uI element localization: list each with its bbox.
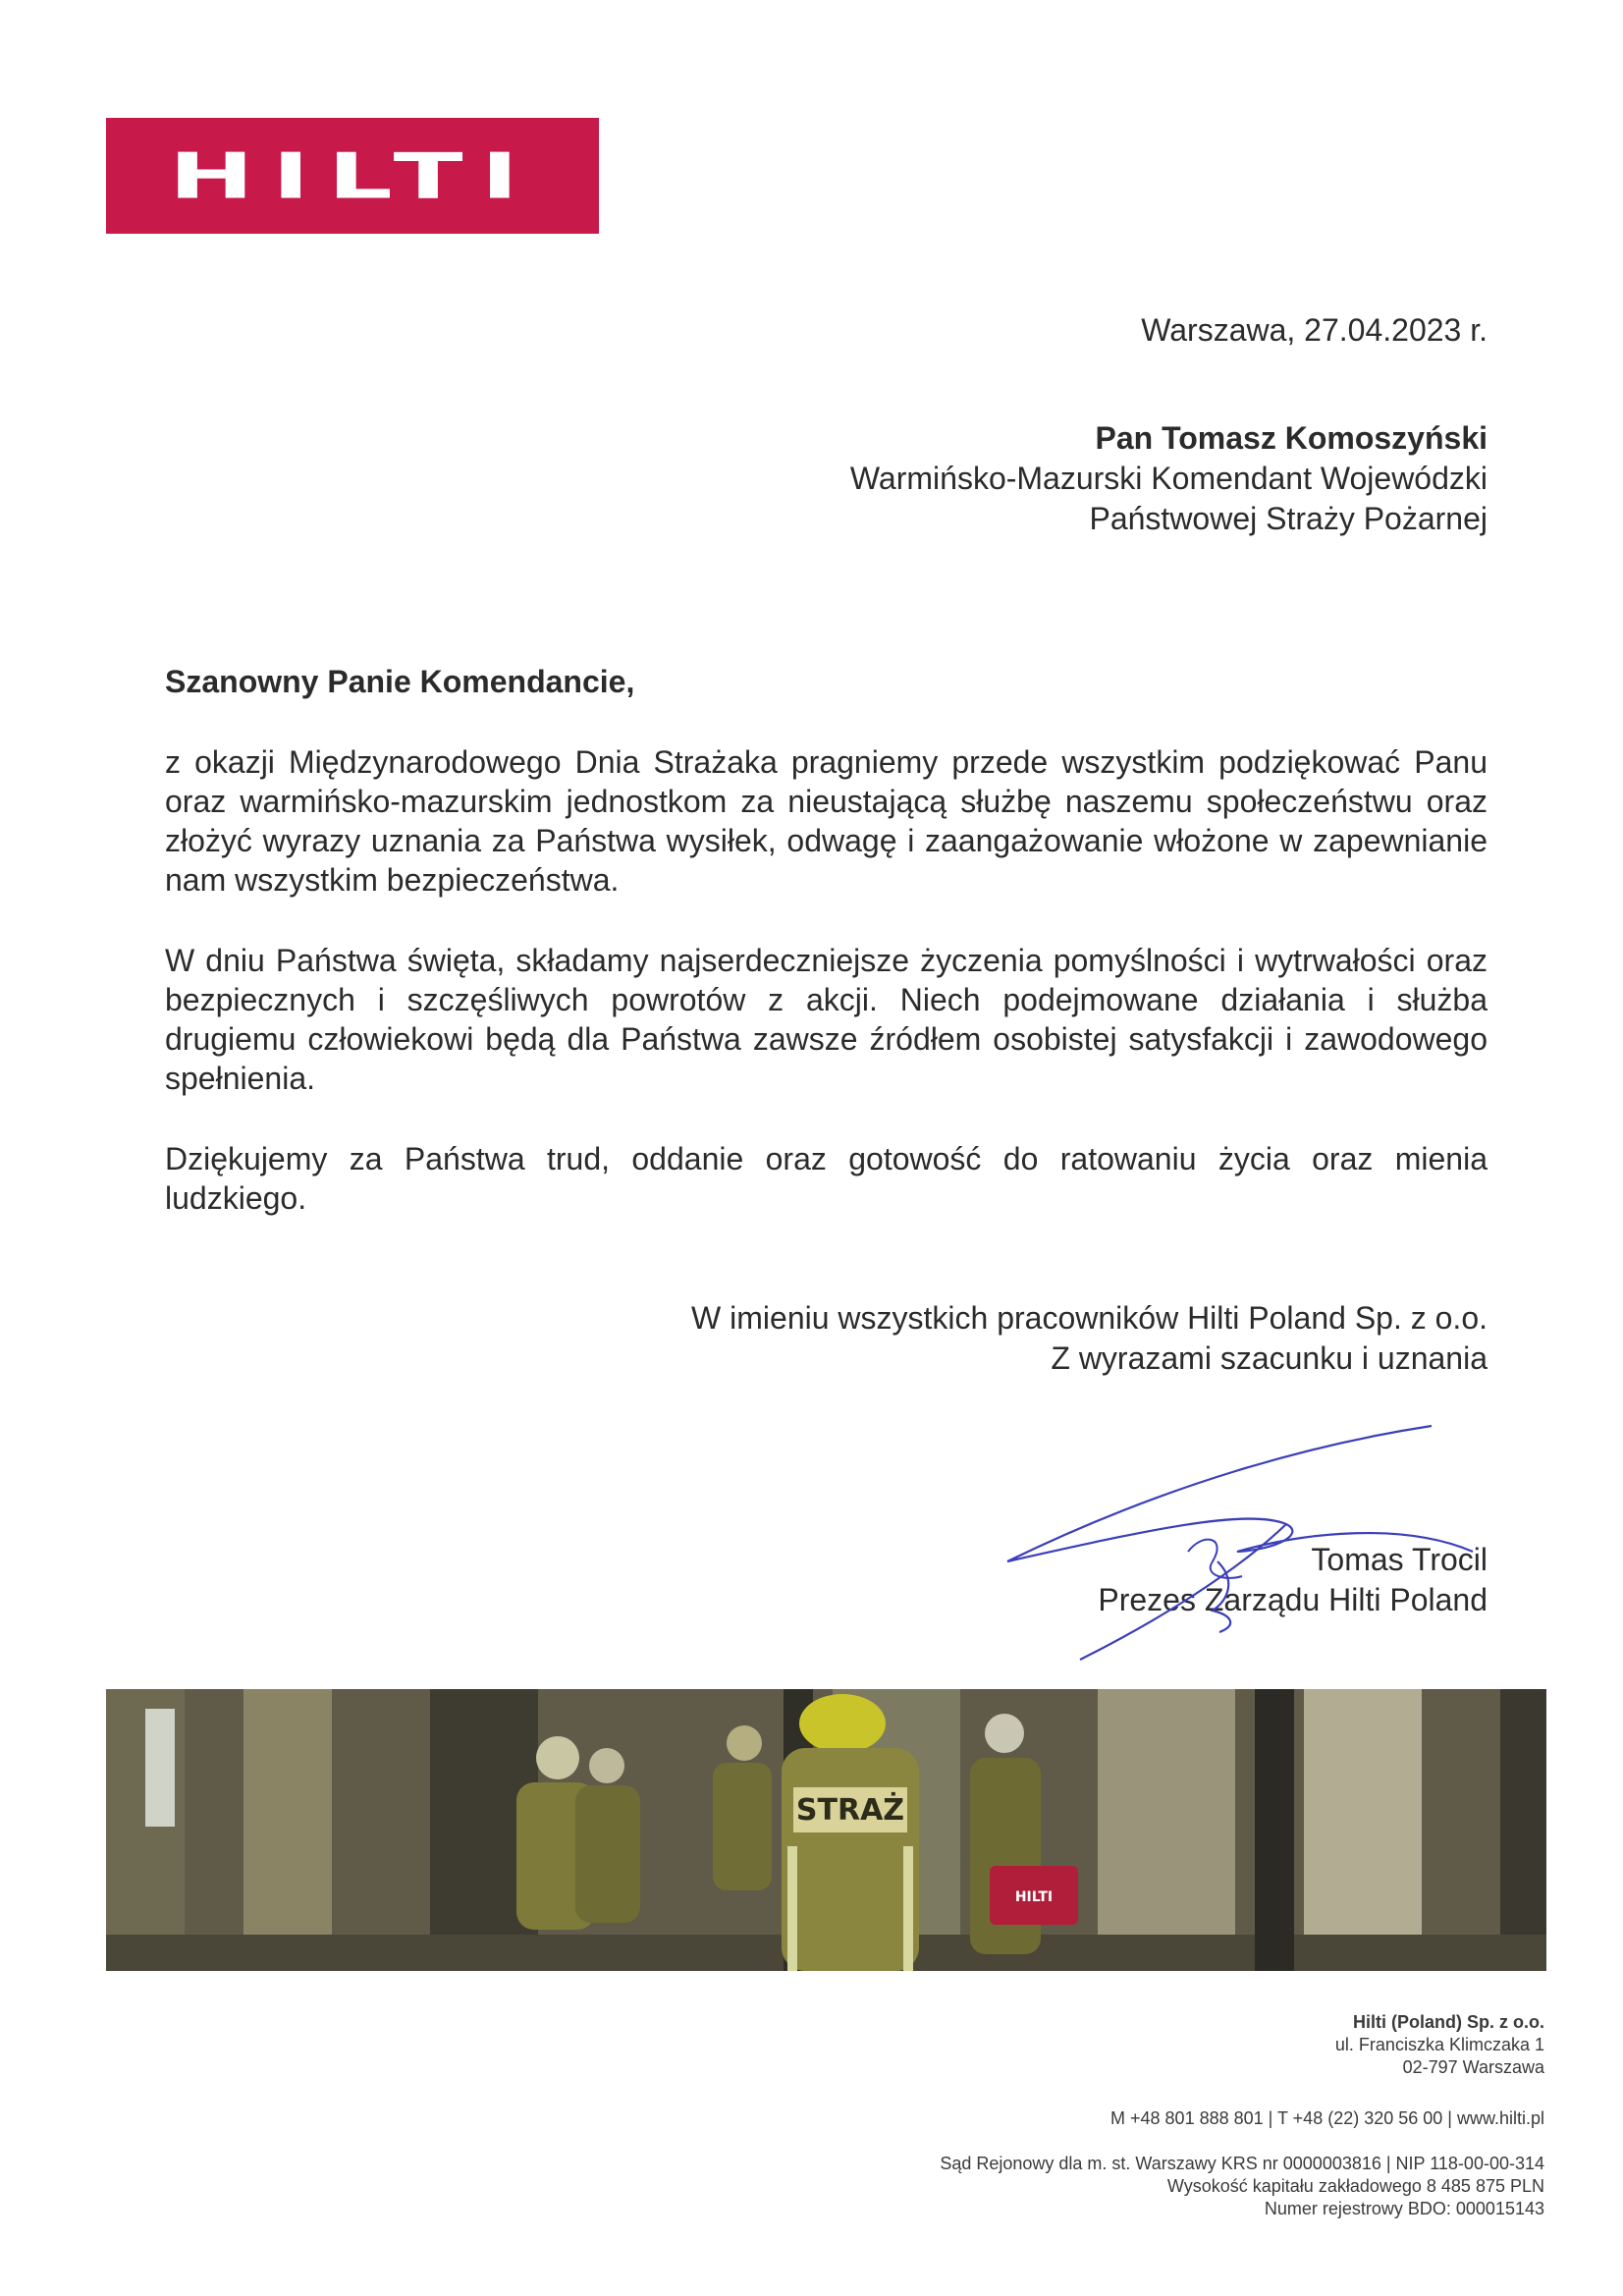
company-city: 02-797 Warszawa — [1402, 2057, 1544, 2077]
firefighters-photo — [106, 1689, 1546, 1971]
recipient-title-2: Państwowej Straży Pożarnej — [1089, 501, 1488, 536]
signer-name: Tomas Trocil — [1311, 1542, 1488, 1577]
closing-line-1: W imieniu wszystkich pracowników Hilti Poland Sp. z o.o. — [691, 1300, 1488, 1336]
paragraph-2: W dniu Państwa święta, składamy najserdeczniejsze życzenia pomyślności i wytrwałości oraz bezpiecznych i szczęśliwych powrotów z akcji. Niech podejmowane działania i służba drugiemu człowiekowi będą dla Państwa zawsze źródłem osobistej satysfakcji i zawodowego spełnienia. — [165, 943, 1488, 1096]
signer-role: Prezes Zarządu Hilti Poland — [1098, 1582, 1488, 1617]
vest-label: STRAŻ — [795, 1793, 905, 1828]
recipient-block — [850, 418, 1488, 539]
recipient-title-1: Warmińsko-Mazurski Komendant Wojewódzki — [849, 461, 1488, 496]
contact-line: M +48 801 888 801 | T +48 (22) 320 56 00 | www.hilti.pl — [1110, 2108, 1544, 2128]
closing-line-2: Z wyrazami szacunku i uznania — [1051, 1340, 1488, 1376]
legal-line-1: Sąd Rejonowy dla m. st. Warszawy KRS nr 0000003816 | NIP 118-00-00-314 — [940, 2154, 1544, 2173]
paragraph-3: Dziękujemy za Państwa trud, oddanie oraz gotowość do ratowaniu życia oraz mienia ludzkiego. — [165, 1141, 1488, 1216]
handwritten-signature — [992, 1414, 1502, 1699]
legal-info — [940, 2153, 1544, 2220]
paragraph-1: z okazji Międzynarodowego Dnia Strażaka pragniemy przede wszystkim podziękować Panu oraz warmińsko-mazurskim jednostkom za nieustającą służbę naszemu społeczeństwu oraz złożyć wyrazy uznania za Państwa wysiłek, odwagę i zaangażowanie włożone w zapewnianie nam wszystkim bezpieczeństwa. — [165, 744, 1488, 898]
legal-line-2: Wysokość kapitału zakładowego 8 485 875 PLN — [1166, 2176, 1544, 2196]
legal-line-3: Numer rejestrowy BDO: 000015143 — [1264, 2199, 1544, 2218]
closing-block — [691, 1298, 1488, 1379]
date-line: Warszawa, 27.04.2023 r. — [1141, 312, 1488, 348]
company-address — [1335, 2011, 1544, 2079]
logo-text: HILTI — [168, 138, 537, 213]
company-street: ul. Franciszka Klimczaka 1 — [1334, 2035, 1544, 2054]
company-name: Hilti (Poland) Sp. z o.o. — [1353, 2012, 1544, 2032]
hilti-logo — [106, 118, 599, 234]
recipient-name: Pan Tomasz Komoszyński — [1095, 420, 1488, 456]
salutation: Szanowny Panie Komendancie, — [165, 664, 635, 699]
case-label: HILTI — [1014, 1889, 1054, 1905]
